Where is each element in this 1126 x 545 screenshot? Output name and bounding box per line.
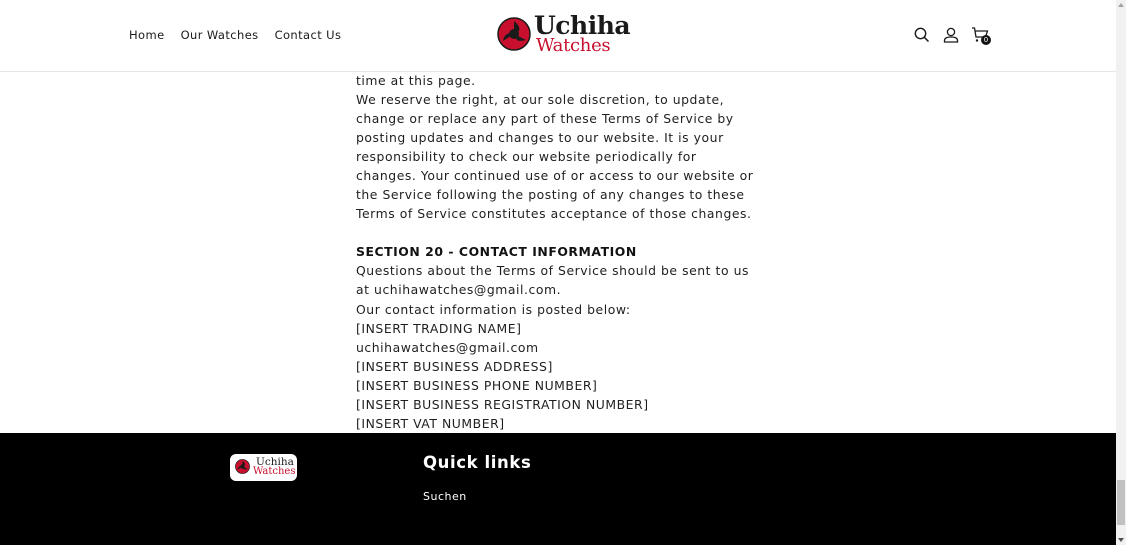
nav-contact-us[interactable]: Contact Us bbox=[274, 28, 342, 42]
nav-home[interactable]: Home bbox=[129, 28, 165, 42]
logo-text-watches: Watches bbox=[536, 35, 611, 56]
site-footer bbox=[0, 433, 1116, 545]
contact-line: [INSERT BUSINESS REGISTRATION NUMBER] bbox=[356, 396, 649, 412]
scroll-down-arrow-icon[interactable] bbox=[1118, 538, 1124, 542]
site-header bbox=[0, 0, 1116, 72]
search-icon bbox=[913, 26, 931, 44]
sharingan-logo-icon bbox=[235, 459, 250, 474]
footer-logo-text-watches: Watches bbox=[253, 466, 296, 477]
sharingan-logo-icon bbox=[497, 17, 531, 51]
contact-line: uchihawatches@gmail.com bbox=[356, 339, 539, 355]
search-button[interactable] bbox=[913, 26, 931, 44]
contact-line: Our contact information is posted below: bbox=[356, 301, 631, 317]
spacer bbox=[356, 223, 756, 242]
cart-count-badge: 0 bbox=[981, 35, 991, 45]
footer-logo[interactable] bbox=[230, 454, 297, 481]
account-button[interactable] bbox=[942, 26, 960, 44]
header-icons bbox=[913, 26, 1000, 44]
site-logo[interactable] bbox=[497, 11, 631, 56]
account-icon bbox=[942, 26, 960, 44]
main-nav bbox=[129, 28, 357, 42]
contact-line: Questions about the Terms of Service should be sent to us at uchihawatches@gmail.com. bbox=[356, 263, 749, 298]
section-heading: SECTION 20 - CONTACT INFORMATION bbox=[356, 244, 637, 260]
footer-logo-text-uchiha: Uchiha bbox=[256, 456, 294, 468]
terms-content bbox=[356, 71, 756, 433]
contact-line: [INSERT BUSINESS PHONE NUMBER] bbox=[356, 377, 598, 393]
contact-line: [INSERT BUSINESS ADDRESS] bbox=[356, 358, 553, 374]
footer-link-suchen[interactable]: Suchen bbox=[423, 490, 467, 503]
paragraph: time at this page. bbox=[356, 73, 476, 88]
logo-text-uchiha: Uchiha bbox=[534, 11, 631, 40]
cart-button[interactable] bbox=[971, 26, 989, 44]
paragraph: We reserve the right, at our sole discretion, to update, change or replace any part of these Terms of Service by posting updates and changes to our website. It is your responsibility to check our website periodically for changes. Your continued use of or access to our website or the Service following the posting of any changes to these Terms of Service constitutes acceptance of those changes. bbox=[356, 92, 754, 222]
contact-line: [INSERT TRADING NAME] bbox=[356, 320, 522, 336]
scrollbar-thumb[interactable] bbox=[1117, 480, 1125, 525]
nav-our-watches[interactable]: Our Watches bbox=[180, 28, 259, 42]
contact-line: [INSERT VAT NUMBER] bbox=[356, 415, 505, 431]
quick-links-heading: Quick links bbox=[423, 453, 532, 472]
scroll-up-arrow-icon[interactable] bbox=[1118, 3, 1124, 7]
page-scrollbar[interactable] bbox=[1116, 0, 1126, 545]
